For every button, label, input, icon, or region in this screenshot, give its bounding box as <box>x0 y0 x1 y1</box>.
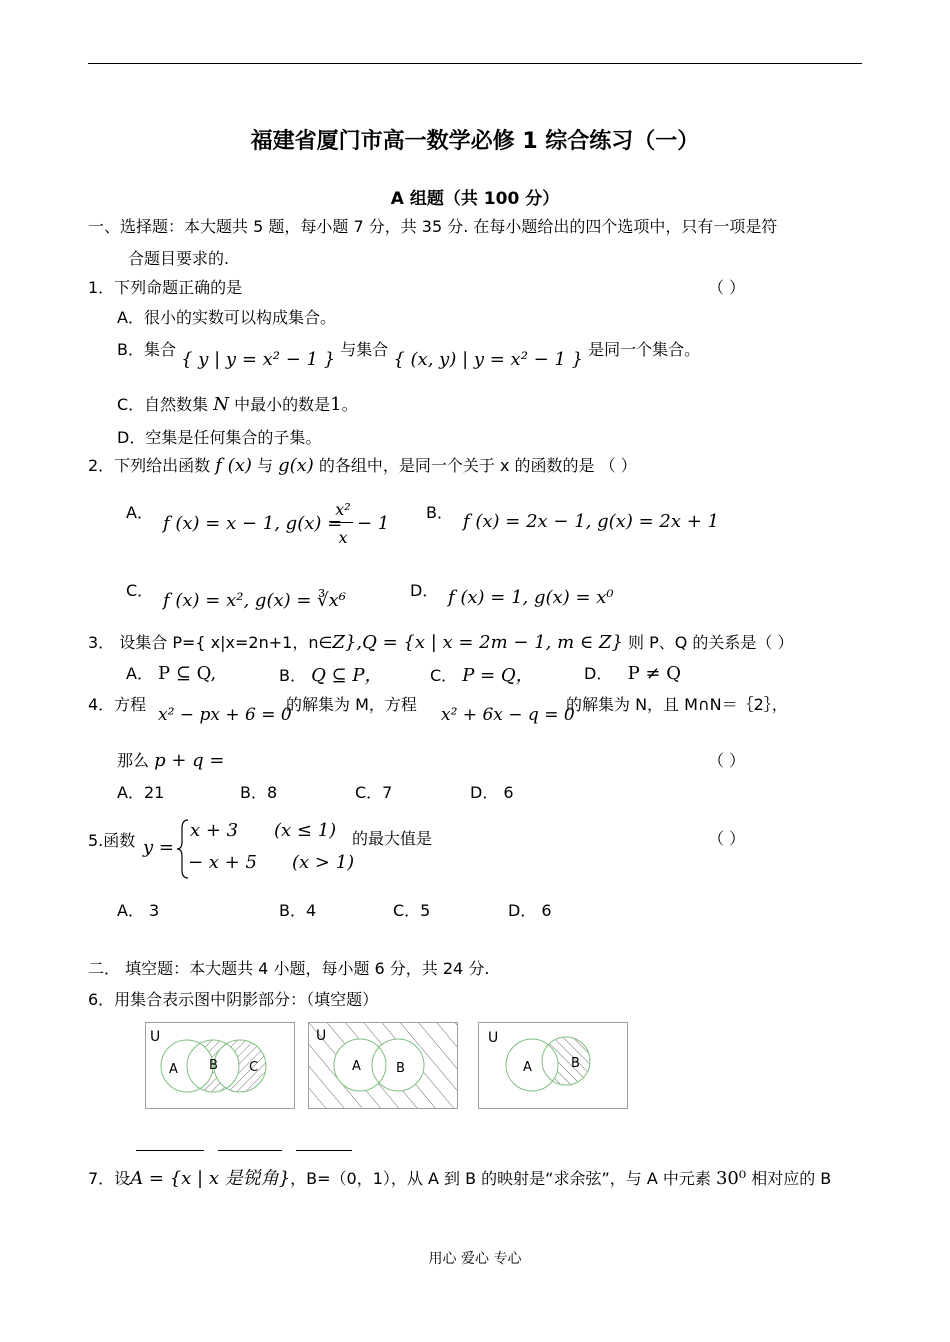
q3-stem <box>88 630 794 653</box>
q5-cond1: (x ≤ 1) <box>274 820 337 841</box>
q1-b-set1: { y | y = x² − 1 } <box>181 349 336 370</box>
q3-b-expr: Q ⊆ P， <box>311 665 383 686</box>
q3-d-label: D． <box>584 664 613 683</box>
q1-c-suffix: 。 <box>341 395 358 414</box>
q3-c-expr: P = Q， <box>462 665 534 686</box>
q2-c-expr: f (x) = x², g(x) = ∛x⁶ <box>163 590 346 611</box>
q4-stem-suffix: 的解集为 N，且 M∩N＝｛2｝， <box>566 695 788 714</box>
q5-option-c: C．5 <box>393 901 431 920</box>
q2-stem-suffix: 的各组中，是同一个关于 x 的函数的是 （ ） <box>318 456 637 475</box>
q4-stem-prefix: 4．方程 <box>88 695 147 714</box>
venn2-label-a: A <box>352 1059 361 1074</box>
q4-line2-expr: p + q = <box>154 750 225 771</box>
q3-a-label: A． <box>126 664 153 683</box>
q1-c-mid: 中最小的数是 <box>234 395 331 414</box>
q5-case2: − x + 5 <box>188 852 257 873</box>
page-footer: 用心 爱心 专心 <box>428 1251 522 1267</box>
q1-c-n: N <box>213 394 230 415</box>
q2-b-expr: f (x) = 2x − 1, g(x) = 2x + 1 <box>463 511 719 532</box>
q1-answer-paren: （ ） <box>708 278 746 297</box>
q5-option-d: D． 6 <box>508 901 552 920</box>
q2-stem <box>88 453 637 476</box>
part1-instructions-line2: 合题目要求的. <box>128 249 230 268</box>
q6-answer-blank-3[interactable] <box>296 1150 352 1151</box>
venn-diagram-2 <box>308 1022 460 1110</box>
q3-option-a <box>126 661 216 684</box>
q1-option-b <box>117 337 701 370</box>
q5-case1: x + 3 <box>190 820 239 841</box>
q1-c-prefix: C．自然数集 <box>117 395 209 414</box>
venn1-label-c: C <box>249 1060 259 1075</box>
venn3-label-u: U <box>488 1030 499 1046</box>
q1-b-mid: 与集合 <box>340 340 389 359</box>
q3-stem-prefix: 3． 设集合 P={ x|x=2n+1，n∈ <box>88 633 333 652</box>
q3-option-b <box>279 661 382 687</box>
q1-option-d: D．空集是任何集合的子集。 <box>117 428 322 447</box>
q1-option-a: A．很小的实数可以构成集合。 <box>117 308 336 327</box>
q4-line2 <box>117 748 224 771</box>
q4-option-a: A．21 <box>117 783 165 802</box>
q2-g: g(x) <box>278 455 314 476</box>
q2-a-label: A． <box>126 503 153 522</box>
q3-option-d <box>584 661 681 684</box>
q4-eq1: x² − px + 6 = 0 <box>158 705 292 725</box>
header-rule <box>88 63 862 64</box>
q7-angle: 30⁰ <box>715 1168 747 1189</box>
q1-c-one: 1 <box>330 394 342 415</box>
q3-option-c <box>430 661 534 687</box>
q6-answer-blank-1[interactable] <box>136 1150 204 1151</box>
q4-stem-mid: 的解集为 M，方程 <box>286 695 417 714</box>
q4-option-b: B．8 <box>240 783 278 802</box>
venn3-label-a: A <box>523 1060 532 1075</box>
q5-stem-prefix: 5.函数 <box>88 831 136 850</box>
venn1-label-a: A <box>169 1062 178 1077</box>
q6-stem: 6．用集合表示图中阴影部分：（填空题） <box>88 990 379 1009</box>
q2-c-label: C． <box>126 581 154 600</box>
q2-f: f (x) <box>215 455 252 476</box>
q2-a-tail: − 1 <box>357 513 390 534</box>
q1-b-prefix: B．集合 <box>117 340 176 359</box>
q2-a-denominator: x <box>338 528 348 547</box>
venn-diagram-3 <box>478 1022 630 1110</box>
q3-stem-sets: Z},Q = {x | x = 2m − 1, m ∈ Z} <box>332 632 623 653</box>
q5-stem-suffix: 的最大值是 <box>352 829 433 848</box>
q7-suffix: 相对应的 B <box>751 1169 832 1188</box>
q4-eq2: x² + 6x − q = 0 <box>441 705 575 725</box>
q1-stem: 1．下列命题正确的是 <box>88 278 243 297</box>
q2-stem-mid: 与 <box>256 456 273 475</box>
q2-b-label: B． <box>426 503 453 522</box>
q7-set: A = {x | x 是锐角} <box>130 1168 291 1189</box>
part2-instructions: 二． 填空题：本大题共 4 小题，每小题 6 分，共 24 分. <box>88 959 490 978</box>
venn2-label-u: U <box>316 1028 327 1044</box>
q5-y: y = <box>143 837 174 858</box>
q2-a-numerator: x² <box>335 500 351 519</box>
q2-stem-prefix: 2．下列给出函数 <box>88 456 211 475</box>
q3-stem-suffix: 则 P、Q 的关系是（ ） <box>628 633 794 652</box>
q5-option-b: B．4 <box>279 901 317 920</box>
q3-c-label: C． <box>430 666 458 685</box>
q3-b-label: B． <box>279 666 306 685</box>
venn-diagram-1 <box>145 1022 297 1110</box>
q7-mid: ，B=（0，1），从 A 到 B 的映射是“求余弦”，与 A 中元素 <box>290 1169 711 1188</box>
q2-a-expr-left: f (x) = x − 1, g(x) = <box>163 513 343 534</box>
q3-a-expr: P ⊆ Q, <box>158 663 217 684</box>
q4-option-c: C．7 <box>355 783 393 802</box>
venn1-label-u: U <box>150 1029 161 1045</box>
part1-instructions-line1: 一、选择题：本大题共 5 题，每小题 7 分，共 35 分. 在每小题给出的四个选项中，只有一项是符 <box>88 217 778 236</box>
section-a-heading: A 组题（共 100 分） <box>390 189 560 209</box>
q4-answer-paren: （ ） <box>708 751 746 770</box>
q5-cond2: (x > 1) <box>292 852 355 873</box>
q2-d-expr: f (x) = 1, g(x) = x⁰ <box>448 587 614 608</box>
q1-b-suffix: 是同一个集合。 <box>588 340 701 359</box>
venn2-label-b: B <box>396 1061 405 1076</box>
q1-b-set2: { (x, y) | y = x² − 1 } <box>393 349 584 370</box>
q2-a-fraction-bar <box>331 522 353 523</box>
q2-d-label: D． <box>410 581 439 600</box>
q7-stem <box>88 1164 831 1190</box>
venn1-label-b: B <box>209 1058 218 1073</box>
q1-option-c <box>117 392 358 415</box>
venn3-label-b: B <box>571 1056 580 1071</box>
q3-d-expr: P ≠ Q <box>627 663 681 684</box>
q5-option-a: A． 3 <box>117 901 160 920</box>
q4-option-d: D． 6 <box>470 783 514 802</box>
page-title: 福建省厦门市高一数学必修 1 综合练习（一） <box>250 129 700 154</box>
q7-prefix: 7．设 <box>88 1169 131 1188</box>
q6-answer-blank-2[interactable] <box>218 1150 282 1151</box>
q5-answer-paren: （ ） <box>708 829 746 848</box>
q4-line2-prefix: 那么 <box>117 751 150 770</box>
